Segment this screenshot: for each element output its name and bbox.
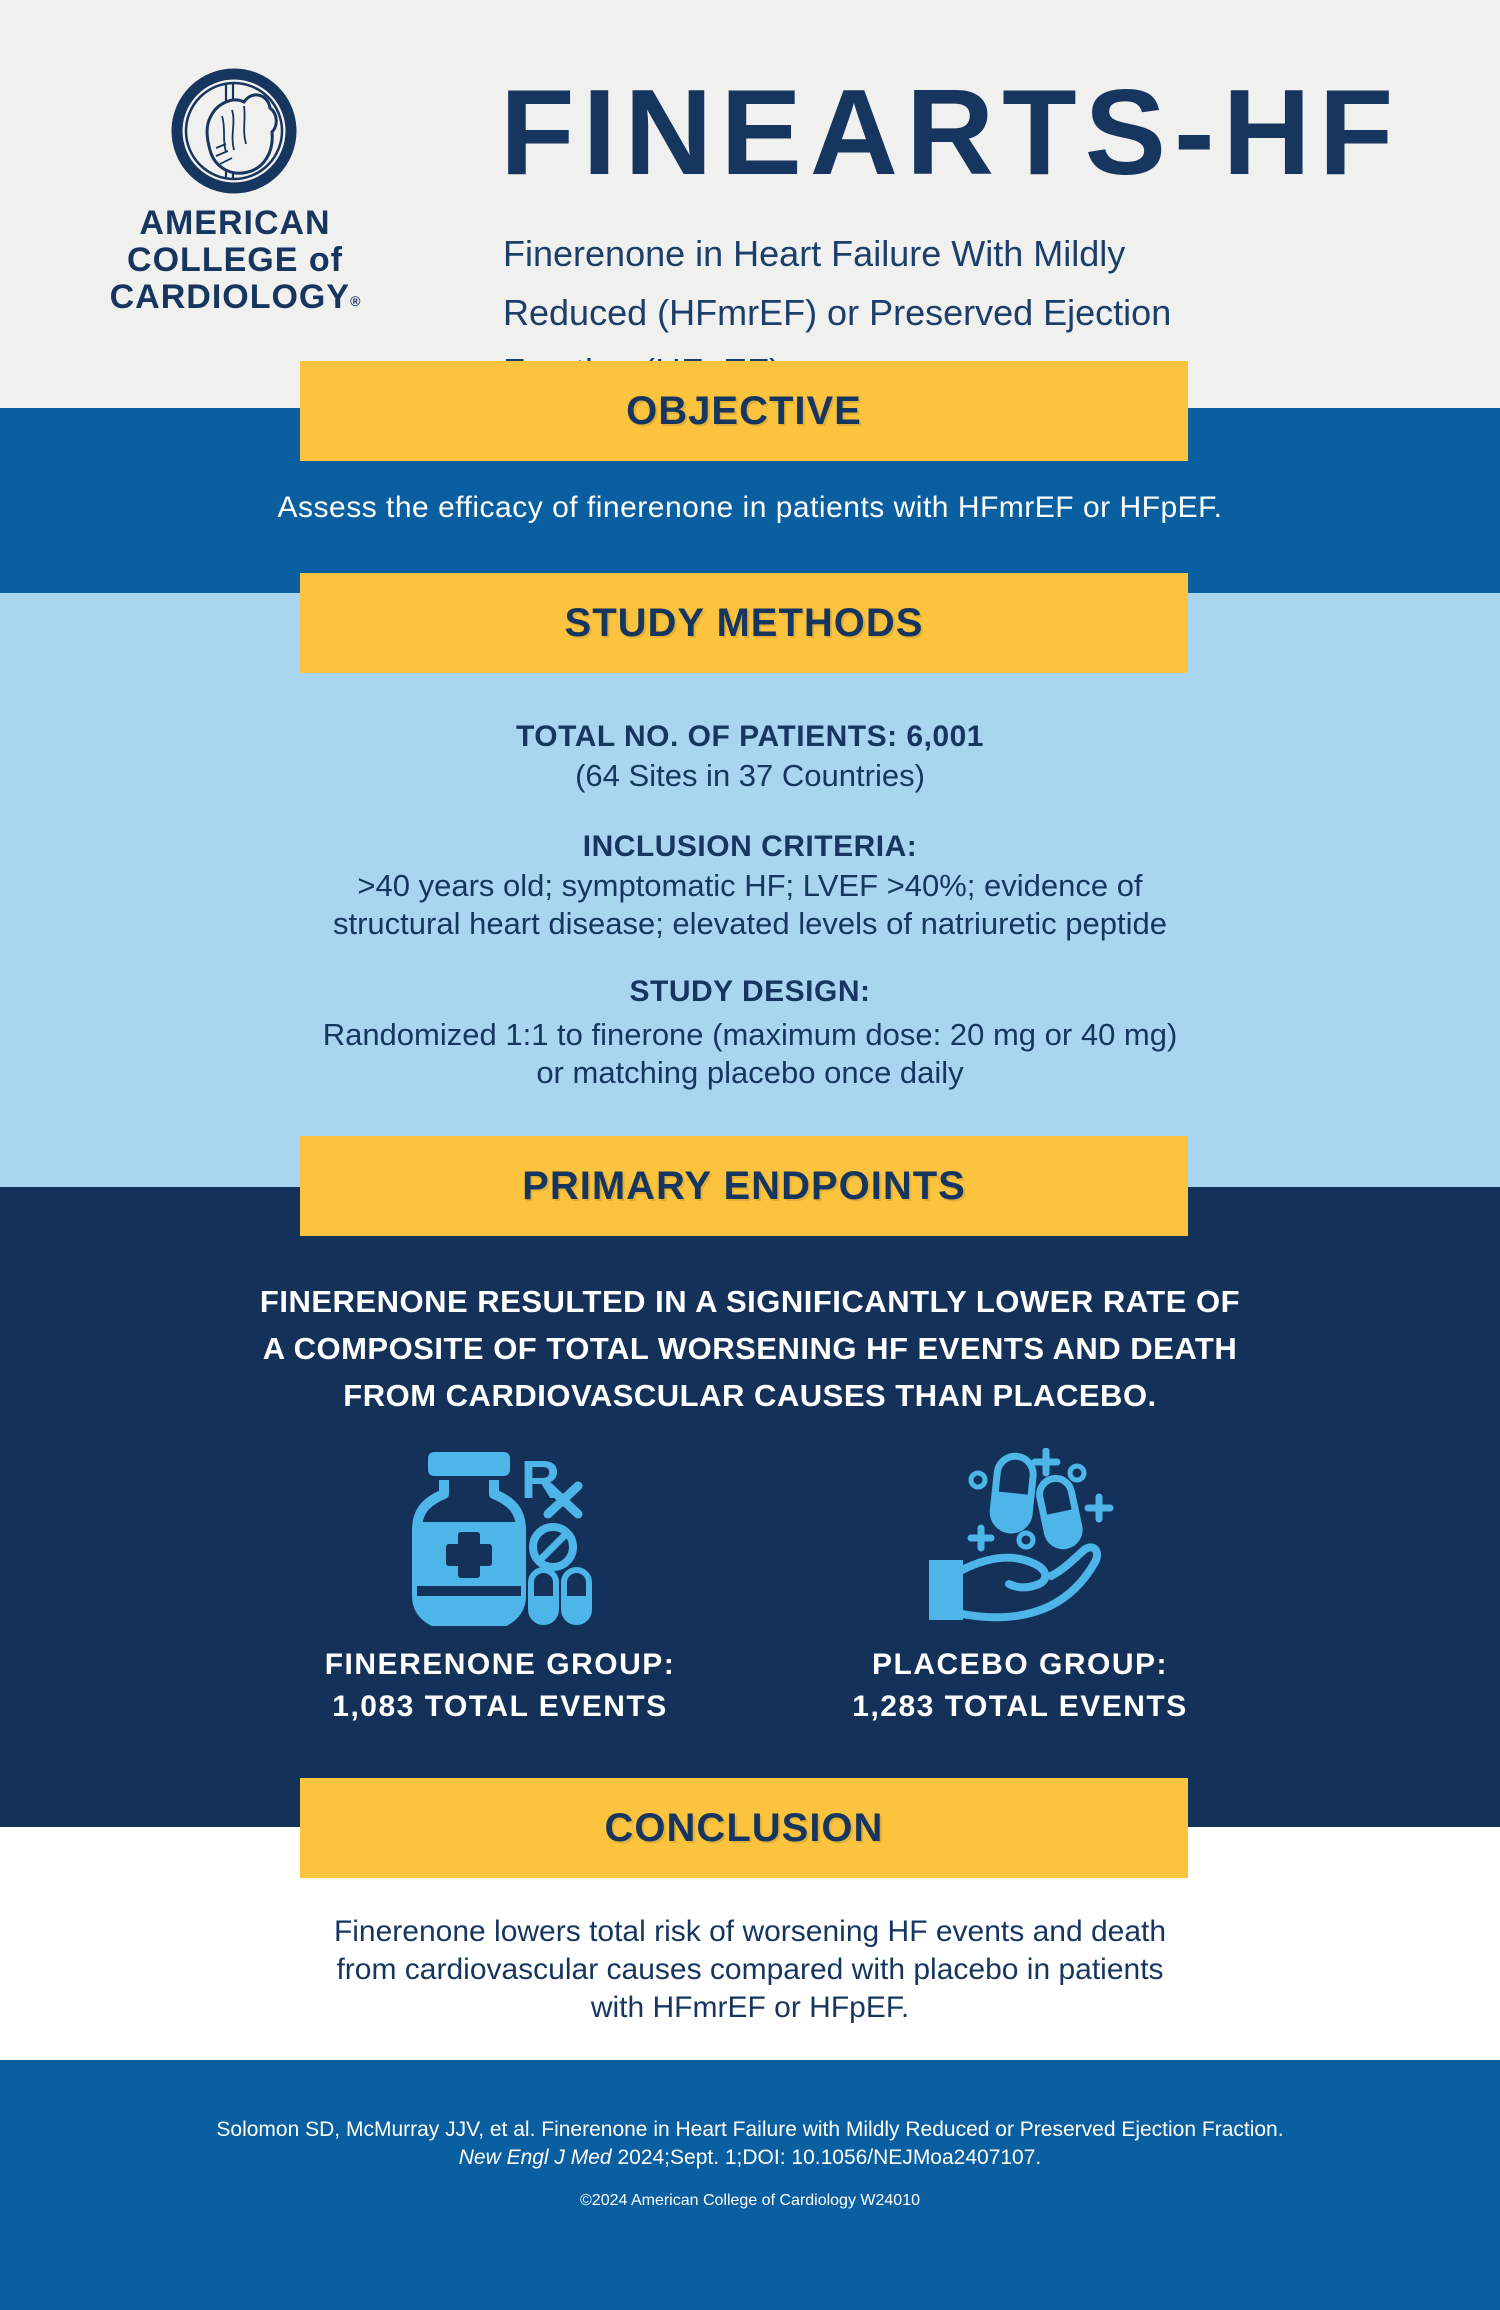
primary-endpoints-banner: PRIMARY ENDPOINTS xyxy=(300,1136,1188,1236)
acc-wordmark-line3 xyxy=(90,279,380,320)
study-design-label: STUDY DESIGN: xyxy=(629,975,871,1008)
medicine-bottle-rx-icon xyxy=(405,1448,595,1626)
conclusion-line3: with HFmrEF or HFpEF. xyxy=(590,1991,910,2024)
acc-wordmark-line2: COLLEGE of xyxy=(127,241,343,279)
finerenone-group-label: FINERENONE GROUP: xyxy=(324,1648,676,1681)
placebo-group-label: PLACEBO GROUP: xyxy=(871,1648,1168,1681)
study-methods-banner: STUDY METHODS xyxy=(300,573,1188,673)
conclusion-line2: from cardiovascular causes compared with placebo in patients xyxy=(336,1953,1164,1986)
placebo-group-result xyxy=(780,1644,1260,1728)
citation-line2-rest: 2024;Sept. 1;DOI: 10.1056/NEJMoa2407107. xyxy=(611,2146,1042,2169)
subtitle-line1: Finerenone in Heart Failure With Mildly xyxy=(503,233,1126,274)
primary-endpoints-statement xyxy=(0,1278,1500,1419)
finerenone-group-value: 1,083 TOTAL EVENTS xyxy=(332,1690,668,1723)
citation-journal: New Engl J Med xyxy=(458,2146,612,2169)
page-title: FINEARTS-HF xyxy=(500,64,1402,200)
total-patients-text: TOTAL NO. OF PATIENTS: 6,001 xyxy=(516,720,984,753)
subtitle-line2: Reduced (HFmrEF) or Preserved Ejection xyxy=(503,292,1172,333)
objective-text: Assess the efficacy of finerenone in patients with HFmrEF or HFpEF. xyxy=(277,491,1223,524)
finerenone-group-result xyxy=(260,1644,740,1728)
conclusion-banner: CONCLUSION xyxy=(300,1778,1188,1878)
svg-text:R: R xyxy=(521,1450,560,1510)
registered-mark: ® xyxy=(350,293,361,309)
acc-heart-logo-icon xyxy=(170,66,298,196)
acc-wordmark-cardiology: CARDIOLOGY xyxy=(109,278,351,316)
footer-band xyxy=(0,2060,1500,2310)
placebo-group-value: 1,283 TOTAL EVENTS xyxy=(852,1690,1188,1723)
objective-banner: OBJECTIVE xyxy=(300,361,1188,461)
study-design-line2: or matching placebo once daily xyxy=(536,1055,964,1090)
statement-line1: FINERENONE RESULTED IN A SIGNIFICANTLY LOWER RATE OF xyxy=(259,1284,1241,1319)
inclusion-criteria-line2: structural heart disease; elevated levels of natriuretic peptide xyxy=(332,906,1168,941)
sites-text: (64 Sites in 37 Countries) xyxy=(575,758,925,793)
acc-wordmark xyxy=(90,205,380,320)
inclusion-criteria-line1: >40 years old; symptomatic HF; LVEF >40%; evidence of xyxy=(357,868,1143,903)
inclusion-criteria-label: INCLUSION CRITERIA: xyxy=(582,830,918,863)
citation-line2 xyxy=(0,2145,1500,2171)
copyright-text: ©2024 American College of Cardiology W24010 xyxy=(580,2192,920,2209)
citation-line1: Solomon SD, McMurray JJV, et al. Finerenone in Heart Failure with Mildly Reduced or Preserved Ejection Fraction. xyxy=(216,2118,1284,2141)
conclusion-line1: Finerenone lowers total risk of worsening HF events and death xyxy=(333,1915,1167,1948)
statement-line2: A COMPOSITE OF TOTAL WORSENING HF EVENTS AND DEATH xyxy=(262,1331,1238,1366)
study-design-line1: Randomized 1:1 to finerone (maximum dose: 20 mg or 40 mg) xyxy=(322,1017,1178,1052)
statement-line3: FROM CARDIOVASCULAR CAUSES THAN PLACEBO. xyxy=(343,1378,1157,1413)
conclusion-text xyxy=(0,1913,1500,2027)
hand-holding-pills-icon xyxy=(905,1448,1115,1626)
acc-wordmark-line1: AMERICAN xyxy=(139,204,331,242)
